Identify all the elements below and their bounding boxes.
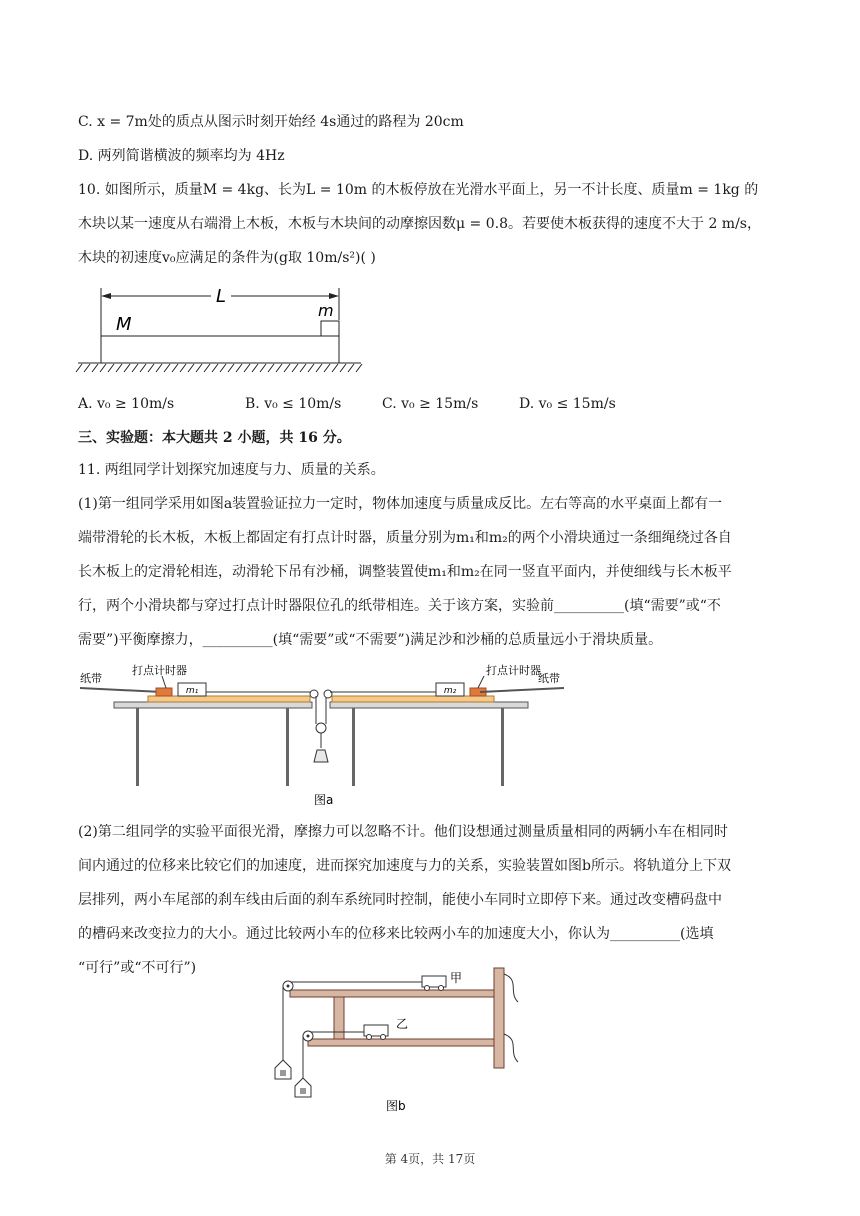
figure-b-caption: 图b — [386, 1099, 406, 1113]
car-jia-label: 甲 — [450, 971, 463, 985]
part-1-line-1: (1)第一组同学采用如图a装置验证拉力一定时，物体加速度与质量成反比。左右等高的水平桌面上都有一 — [78, 496, 723, 512]
question-10-line-1: 10. 如图所示，质量M = 4kg、长为L = 10m 的木板停放在光滑水平面上，另一不计长度、质量m = 1kg 的 — [78, 182, 759, 198]
option-b: B. v₀ ≤ 10m/s — [245, 396, 342, 412]
part-2-line-3: 层排列，两小车尾部的刹车线由后面的刹车系统同时控制，能使小车同时立即停下来。通过改变槽码盘中 — [78, 892, 722, 908]
part-2-line-4: 的槽码来改变拉力的大小。通过比较两小车的位移来比较两小车的加速度大小，你认为__________(选填 — [78, 926, 714, 942]
option-d-text: D. 两列简谐横波的频率均为 4Hz — [78, 148, 285, 164]
figure-a — [76, 656, 560, 816]
section-heading: 三、实验题：本大题共 2 小题，共 16 分。 — [78, 430, 351, 446]
board-label: M — [116, 314, 132, 335]
block-label: m — [318, 301, 334, 320]
option-d: D. v₀ ≤ 15m/s — [519, 396, 616, 412]
option-c: C. v₀ ≥ 15m/s — [382, 396, 479, 412]
option-c-text: C. x = 7m处的质点从图示时刻开始经 4s通过的路程为 20cm — [78, 114, 464, 130]
option-a: A. v₀ ≥ 10m/s — [78, 396, 175, 412]
right-tape-label: 纸带 — [538, 672, 560, 685]
figure-b — [268, 962, 528, 1120]
question-11-stem: 11. 两组同学计划探究加速度与力、质量的关系。 — [78, 462, 385, 478]
question-10-line-3: 木块的初速度v₀应满足的条件为(g取 10m/s²)( ) — [78, 250, 376, 266]
question-10-line-2: 木块以某一速度从右端滑上木板，木板与木块间的动摩擦因数μ = 0.8。若要使木板获得的速度不大于 2 m/s， — [78, 216, 761, 232]
part-2-line-1: (2)第二组同学的实验平面很光滑，摩擦力可以忽略不计。他们设想通过测量质量相同的两辆小车在相同时 — [78, 824, 728, 840]
figure-a-caption: 图a — [314, 793, 334, 807]
part-1-line-3: 长木板上的定滑轮相连，动滑轮下吊有沙桶，调整装置使m₁和m₂在同一竖直平面内，并使细线与长木板平 — [78, 564, 732, 580]
part-2-line-5: “可行”或“不可行”) — [78, 960, 197, 976]
right-timer-label: 打点计时器 — [486, 664, 541, 677]
length-label: L — [215, 286, 227, 307]
part-2-line-2: 间内通过的位移来比较它们的加速度，进而探究加速度与力的关系，实验装置如图b所示。将轨道分上下双 — [78, 858, 731, 874]
left-timer-label: 打点计时器 — [132, 664, 187, 677]
block-m2-label: m₂ — [443, 686, 457, 696]
part-1-line-4: 行，两个小滑块都与穿过打点计时器限位孔的纸带相连。关于该方案，实验前__________(填“需要”或“不 — [78, 598, 721, 614]
page-footer: 第 4页，共 17页 — [384, 1152, 476, 1166]
question-10-figure — [76, 284, 366, 376]
left-tape-label: 纸带 — [80, 672, 102, 685]
part-1-line-2: 端带滑轮的长木板，木板上都固定有打点计时器，质量分别为m₁和m₂的两个小滑块通过一条细绳绕过各自 — [78, 530, 732, 546]
car-yi-label: 乙 — [396, 1017, 409, 1031]
block-m1-label: m₁ — [185, 686, 199, 696]
part-1-line-5: 需要”)平衡摩擦力，__________(填“需要”或“不需要”)满足沙和沙桶的总质量远小于滑块质量。 — [78, 632, 663, 648]
